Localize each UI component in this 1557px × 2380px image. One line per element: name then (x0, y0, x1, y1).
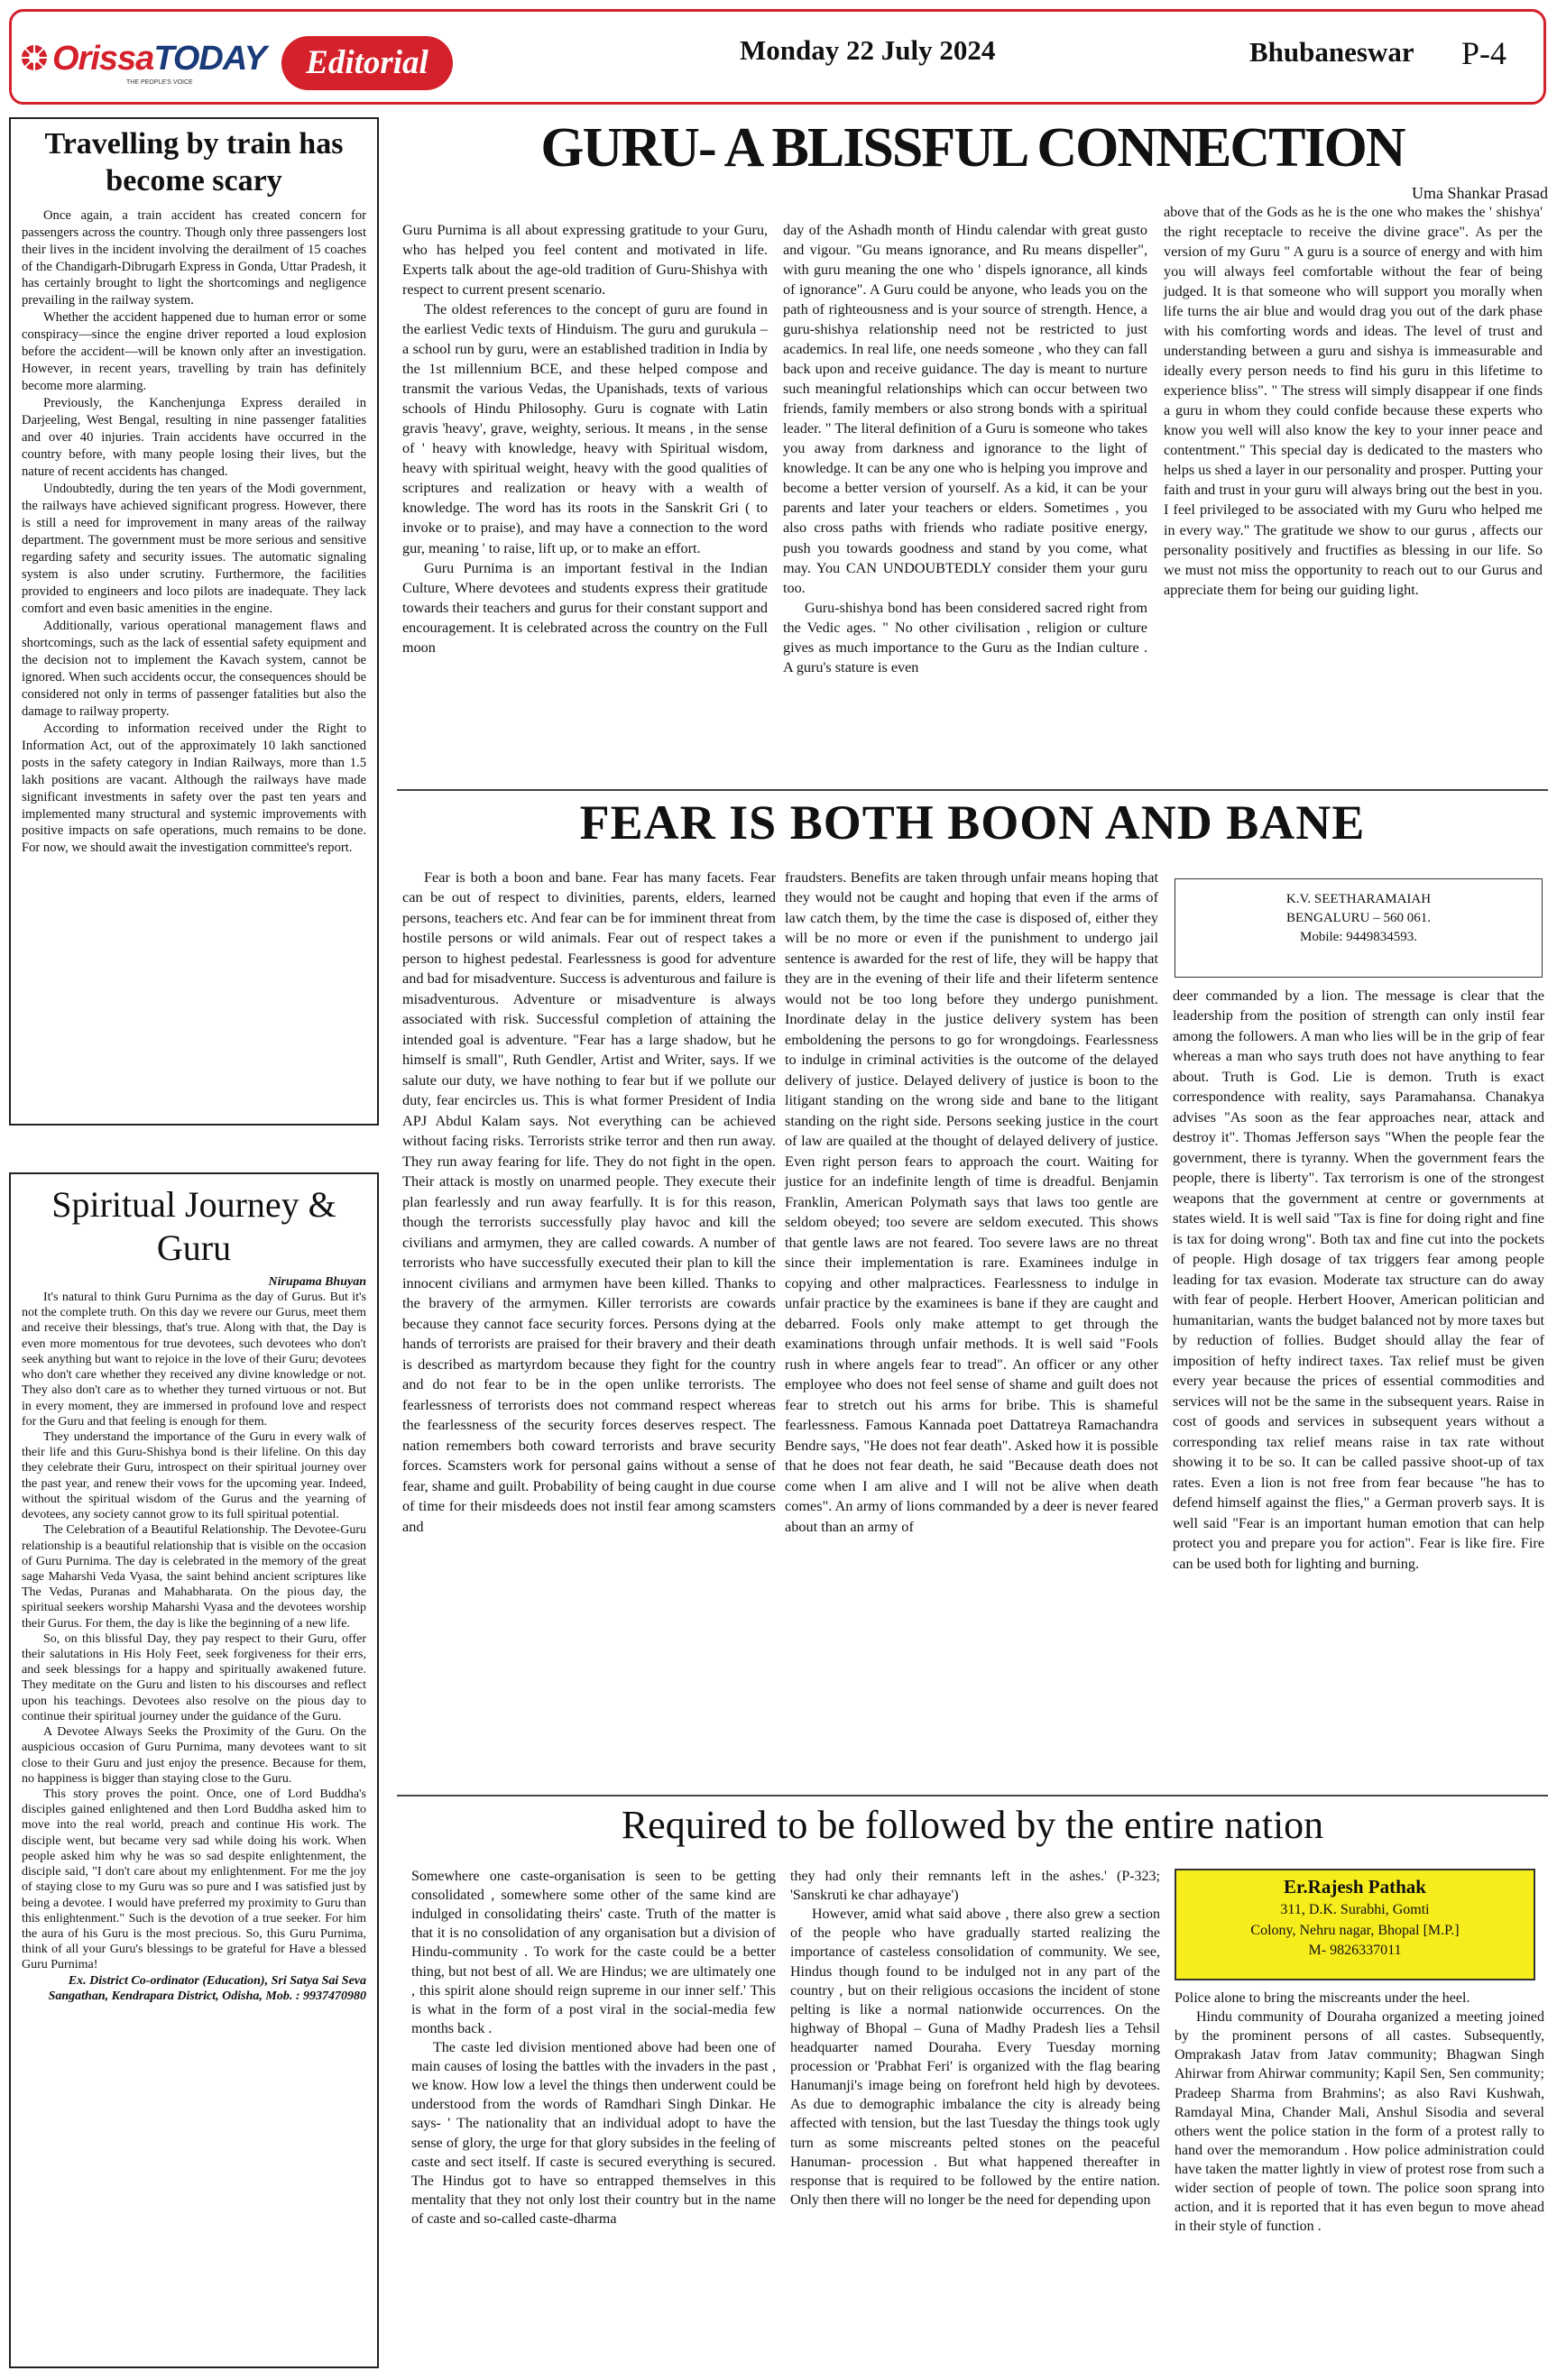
paragraph: So, on this blissful Day, they pay respect to their Guru, offer their salutations in His Holy Feet, seek forgiveness for their errs, and seek blessings for a happy and spiritually awakened future. They meditate on the Guru and listen to his discourses and reflect upon his teachings. Devotees also resolve on the pious day to continue their spiritual journey under the guidance of the Guru. (22, 1631, 366, 1723)
article-fear-col3 (1173, 986, 1544, 1574)
paragraph: The Celebration of a Beautiful Relationship. The Devotee-Guru relationship is a beautiful relationship that is visible on the occasion of Guru Purnima. The day is celebrated in the memory of the great sage Maharshi Veda Vyasa, the saint behind ancient scriptures like The Vedas, Puranas and Mahabharata. On the pious day, the spiritual seekers worship Maharshi Vyasa and the devotees worship their Gurus. For them, the day is like the beginning of a new life. (22, 1523, 366, 1631)
article-train (9, 117, 379, 1126)
paragraph: fraudsters. Benefits are taken through unfair means hoping that they would not be caught and hoping that even if the arms of law catch them, by the time the case is disposed of, either they will be no more or even if the punishment to undergo jail sentence is awarded for the rest of life, they will be happy that they are in the evening of their life and their lifeterm sentence would not be too long before they undergo punishment. Inordinate delay in the justice delivery system has been emboldening the persons to go for wrongdoings. Fearlessness to indulge in criminal activities is the outcome of the delayed delivery of justice. Delayed delivery of justice is boon to the litigant standing on the wrong side and bane to the litigant standing on the right side. Persons seeking justice in the court of law are quailed at the thought of delayed delivery of justice. Even right person fears to approach the court. Waiting for justice for an indefinite length of time is dreadful. Benjamin Franklin, American Polymath says that laws too gentle are seldom obeyed; too severe are seldom executed. This shows that gentle laws are not feared. Too severe laws are no threat since their implementation is rare. Examinees indulge in copying and other malpractices. Fearlessness to indulge in unfair practice by the examinees is bane if they are caught and debarred. Fools only make attempt to get through the examinations through unfair methods. It is well said "Fools rush in where angels fear to tread". An officer or any other employee who does not feel sense of shame and guilt does not fear to stretch out his arms for bribe. This is shameful fearlessness. Famous Kannada poet Dattatreya Ramachandra Bendre says, "He does not fear death". Asked how it is possible that he does not fear death, he said "Because death does not come when I am alive and I will not be alive when death comes". An army of lions commanded by a deer is never feared about than an army of (785, 868, 1158, 1535)
paragraph: day of the Ashadh month of Hindu calendar with great gusto and vigour. "Gu means ignorance, and Ru means dispeller", with guru meaning the one who ' dispels ignorance, all kinds of ignorance". A Guru could be anyone, who leads you on the path of righteousness and is your source of strength. Hence, a guru-shishya relationship need not be restricted to just academics. In real life, one needs someone , who they can fall back upon and receive guidance. The day is meant to nurture such meaningful relationships which can occur between two friends, family members or also strong bonds with a spiritual leader. " The literal definition of a Guru is someone who takes you away from darkness and ignorance to the light of knowledge. It can be any one who is helping you improve and become a better version of yourself. As a kid, it can be your parents and later your teachers or elders. Sometimes , you also cross paths with friends who radiate positive energy, push you towards goodness and stand by you come, what may. You CAN UNDOUBTEDLY consider them your guru too. (783, 222, 1147, 596)
paragraph: they had only their remnants left in the ashes.' (P-323; 'Sanskruti ke char adhayaye') (790, 1869, 1160, 1904)
section-badge: Editorial (281, 36, 453, 90)
author-mobile: Mobile: 9449834593. (1300, 930, 1417, 944)
paragraph: The caste led division mentioned above had been one of main causes of losing the battles with the invaders in the past , we know. How low a level the things then underwent could be understood from the words of Ramdhari Singh Dinkar. He says- ' The nationality that an individual adopt to have the sense of glory, the urge for that glory subsides in the feeling of caste and sect itself. If caste is secured everything is secured. The Hindus got to have so entrapped themselves in this mentality that they not only lost their country but in the name of caste and so-called caste-dharma (411, 2039, 776, 2227)
article-spiritual (9, 1172, 379, 2368)
article-fear-col2 (785, 868, 1158, 1537)
article-fear-title: FEAR IS BOTH BOON AND BANE (579, 795, 1366, 850)
article-train-title: Travelling by train has become scary (44, 127, 344, 198)
author-name: Er.Rajesh Pathak (1284, 1876, 1426, 1898)
logo-tagline: THE PEOPLE'S VOICE (126, 79, 193, 86)
article-spiritual-body (22, 1290, 366, 1973)
paragraph: deer commanded by a lion. The message is clear that the leadership from the position of strength can only instil fear among the followers. A man who lies will be in the grip of fear whereas a man who says truth does not have anything to fear about. Truth is God. Lie is demon. Truth is exact correspondence with reality, says Paramahansa. Chanakya advises "As soon as the fear approaches near, attack and destroy it". Thomas Jefferson says "When the people fear the government, there is tyranny. When the government fears the people, there is liberty". Tax terrorism is one of the strongest weapons that the government at centre or governments at states wield. It is well said "Tax is fine for doing right and fine is tax for doing wrong". Both tax and fine cut into the pockets of people. High dosage of tax triggers fear among people leading for tax evasion. Moderate tax structure can do away with fear of people. Herbert Hoover, American politician and humanitarian, wants the budget balanced not by more taxes but by reduction of follies. Budget should allay the fear of imposition of hefty indirect taxes. Tax relief must be given every year because the prices of essential commodities and services will not be the same in the subsequent years. Raise in cost of goods and services in subsequent years without a corresponding tax relief means raise in tax rate without showing it to be so. It can be called passive shoot-up of tax rates. Even a lion is not free from fear because "he has to defend himself against the flies," a German proverb says. It is well said "Fear is an important human emotion that can help protect you and prepare you for action". Fear is like fire. Fire can be used both for lighting and burning. (1173, 987, 1544, 1572)
logo-main: Orissa (52, 40, 154, 78)
article-guru-col3 (1164, 202, 1543, 600)
newspaper-logo[interactable] (18, 34, 266, 88)
article-guru-col1 (402, 220, 768, 657)
article-fear-col1 (402, 868, 776, 1537)
article-spiritual-title: Spiritual Journey & Guru (51, 1184, 336, 1268)
wheel-logo-icon (18, 41, 51, 74)
author-address: BENGALURU – 560 061. (1286, 911, 1431, 925)
divider (397, 789, 1548, 791)
paragraph: Fear is both a boon and bane. Fear has many facets. Fear can be out of respect to divinities, parents, elders, learned persons, teachers etc. And fear can be for imminent threat from hostile persons or wild animals. Fear out of respect takes a person to highest pedestal. Fearlessness is good for adventure and bad for misadventure. Success is adventurous and failure is misadventurous. Adventure or misadventure is always associated with risk. Successful completion of attaining the intended goal is adventure. "Fear has a large shadow, but he himself is small", Ruth Gendler, Artist and Writer, says. If we salute our duty, we have nothing to fear but if we pollute our duty, fear encircles us. This is what former President of India APJ Abdul Kalam says. Not everything can be achieved without facing risks. Terrorists strike terror and then run away. They run away fearing for life. They do not fight in the open. Their attack is mostly on unarmed people. They execute their plan fearlessly and run away fearfully. It is for this reason, though the terrorists successfully play havoc and kill the civilians and armymen, they are called cowards. A number of terrorists who have successfully executed their plan to kill the innocent civilians and armymen have been killed. Thanks to the bravery of the armymen. Killer terrorists are cowards because they cannot face security forces. Persons dying at the hands of terrorists are praised for their bravery and their death is described as martyrdom because they fight for the country and do not fear to be in the open unlike terrorists. The fearlessness of terrorists does not command respect whereas the fearlessness of the security forces deserves respect. The nation remembers both coward terrorists and brave security forces. Scamsters work for personal gains without a sense of fear, shame and guilt. Probability of being caught in due course of time for their misdeeds does not instil fear among scamsters and (402, 868, 776, 1535)
author-address-line: 311, D.K. Surabhi, Gomti (1280, 1902, 1430, 1918)
paragraph: Undoubtedly, during the ten years of the Modi government, the railways have achieved significant progress. However, there is still a need for improvement in many areas of the railway department. The government must be more serious and sensitive regarding safety and security issues. The automatic signaling system is also under scrutiny. Furthermore, the facilities provided to engineers and loco pilots are inadequate. They lack comfort and even basic amenities in the engine. (22, 482, 366, 616)
author-box-fear (1175, 878, 1543, 978)
paragraph: Police alone to bring the miscreants under the heel. (1175, 1990, 1470, 2006)
paragraph: According to information received under the Right to Information Act, out of the approximately 10 lakh sanctioned posts in the safety category in Indian Railways, more than 1.5 lakh positions are vacant. Although the railways have made significant investments in safety over the past ten years and implemented many structural and systemic improvements with positive impacts on safe operations, much remains to be done. For now, we should await the investigation committee's report. (22, 721, 366, 856)
author-address-line: Colony, Nehru nagar, Bhopal [M.P.] (1250, 1922, 1460, 1938)
author-mobile: M- 9826337011 (1308, 1943, 1402, 1959)
paragraph: The oldest references to the concept of guru are found in the earliest Vedic texts of Hinduism. The guru and gurukula – a school run by guru, were an established tradition in India by the 1st millennium BCE, and these helped compose and transmit the various Vedas, the Upanishads, texts of various schools of Hindu Philosophy. Guru is cognate with Latin gravis 'heavy', grave, weighty, serious. It means , in the sense of ' heavy with knowledge, heavy with Spiritual wisdom, heavy with spiritual weight, heavy with the good qualities of scriptures and realization or heavy with a wealth of knowledge. The word has its roots in the Sanskrit Gri ( to invoke or to praise), and may have a connection to the word gur, meaning ' to raise, lift up, or to make an effort. (402, 301, 768, 556)
issue-date: Monday 22 July 2024 (740, 34, 996, 66)
divider (397, 1795, 1548, 1796)
paragraph: Hindu community of Douraha organized a meeting joined by the prominent persons of all castes. Subsequently, Omprakash Jatav from Jatav community; Bhagwan Singh Ahirwar from Ahirwar community; Kapil Sen, Sen community; Pradeep Sharma from Brahmins'; as also Ravi Kushwah, Ramdayal Mina, Chander Mali, Anshul Sisodia and several others went the police station in the form of a protest rally to hand over the memorandum . How police administration could have taken the matter lightly in view of protest rose from such a wider section of people of town. The police soon sprang into action, and it is reported that it has even begun to move ahead in their style of function . (1175, 2009, 1544, 2235)
paragraph: A Devotee Always Seeks the Proximity of the Guru. On the auspicious occasion of Guru Purnima, many devotees want to sit close to their Guru and just enjoy the presence. Because for them, no happiness is bigger than staying close to the Guru. (22, 1725, 366, 1786)
article-nation-col3 (1175, 1989, 1544, 2236)
article-spiritual-author: Nirupama Bhuyan (268, 1275, 366, 1289)
paragraph: Guru Purnima is an important festival in the Indian Culture, Where devotees and students express their gratitude towards their teachers and gurus for their constant support and encouragement. It is celebrated across the country on the Full moon (402, 559, 768, 656)
article-guru-author: Uma Shankar Prasad (1412, 184, 1548, 203)
author-box-nation (1175, 1869, 1535, 1980)
article-guru (397, 117, 1548, 780)
paragraph: above that of the Gods as he is the one who makes the ' shishya' the right receptacle to receive the divine grace". As per the version of my Guru " A guru is a source of energy and with him you will always feel comfortable without the fear of being judged. It is that someone who will support you morally when life turns the air blue and would drag you out of the dark phase with his comforting words and ideas. The level of trust and understanding between a guru and sishya is immeasurable and ideally every person needs to find his guru in this lifetime to experience bliss". " The stress will simply disappear if one finds a guru in whom they could confide because these experts who know you well will also know the key to your inner peace and contentment." This special day is dedicated to the masters who helps us shed a layer in our personality and prosper. Putting your faith and trust in your guru will always bring out the best in you. I feel privileged to be associated with my Guru who helped me in every way." The gratitude we show to our gurus , affects our personality positively and fructifies as blessing in our life. So we must not miss the opportunity to reach out to our Gurus and appreciate them for being our guiding light. (1164, 204, 1543, 598)
logo-accent: TODAY (153, 40, 266, 78)
edition-city: Bhubaneswar (1249, 36, 1414, 68)
article-guru-col2 (783, 220, 1147, 677)
paragraph: Guru Purnima is all about expressing gratitude to your Guru, who has helped you feel content and motivated in life. Experts talk about the age-old tradition of Guru-Shishya with respect to current present scenario. (402, 222, 768, 299)
paragraph: Additionally, various operational management flaws and shortcomings, such as the lack of essential safety equipment and the decision not to implement the Kavach system, cannot be ignored. When such accidents occur, the consequences should be considered not only in terms of passenger fatalities but also the damage to railway property. (22, 618, 366, 719)
paragraph: Whether the accident happened due to human error or some conspiracy—since the engine driver reported a loud explosion before the accident—will be known only after an investigation. However, in recent years, travelling by train has definitely become more alarming. (22, 310, 366, 394)
paragraph: Guru-shishya bond has been considered sacred right from the Vedic ages. " No other civilisation , religion or culture gives as much importance to the Guru as the Indian culture . A guru's stature is even (783, 599, 1147, 675)
paragraph: Previously, the Kanchenjunga Express derailed in Darjeeling, West Bengal, resulting in nine passenger fatalities and over 40 injuries. Train accidents have occurred in the country before, with many people losing their lives, but the nature of recent accidents has changed. (22, 396, 366, 480)
paragraph: Somewhere one caste-organisation is seen to be getting consolidated , somewhere some other of the same kind are indulged in consolidating theirs' caste. Truth of the matter is that it is no consolidation of any organisation but a division of Hindu-community . To work for the caste could be a better thing, but not best of all. We are Hindus; we are ultimately one , this spirit alone should reign supreme in our inner self.' This is what in the form of a post viral in the social-media few months back . (411, 1869, 776, 2036)
paragraph: They understand the importance of the Guru in every walk of their life and this Guru-Shishya bond is their lifeline. On this day they celebrate their Guru, introspect on their spiritual journey over the past year, and renew their vows for the upcoming year. Indeed, without the spiritual wisdom of the Gurus and the yearning of devotees, any society cannot grow to its full spiritual potential. (22, 1429, 366, 1522)
paragraph: It's natural to think Guru Purnima as the day of Gurus. But it's not the complete truth. On this day we revere our Gurus, meet them and receive their blessings, that's true. Along with that, the Day is even more momentous for true devotees, such devotees who don't seek anything but want to rejoice in the love of their Guru; devotees who don't care whether they received any divine knowledge or not. They also don't care as to whether they turned virtuous or not. But in every moment, they are immersed in profound love and respect for the Guru and that feeling is enough for them. (22, 1291, 366, 1429)
article-train-body (22, 207, 366, 858)
article-nation (397, 1799, 1548, 2376)
paragraph: This story proves the point. Once, one of Lord Buddha's disciples gained enlightened and then Lord Buddha asked him to move into the real world, preach and continue His work. The disciple went, but became very sad while doing his work. When people asked him why he was so sad despite enlightenment, the disciple said, "I don't care about my enlightenment. For me the joy of staying close to my Guru was so pure and I was satisfied just by being a devotee. I would have preferred my proximity to Guru than this enlightenment." Such is the devotion of a true seeker. For him the aura of his Guru is the most precious. So, this Guru Purnima, think of all your Guru's blessings to be grateful for Have a blessed Guru Purnima! (22, 1787, 366, 1972)
article-fear (397, 794, 1548, 1795)
article-guru-title: GURU- A BLISSFUL CONNECTION (540, 117, 1405, 179)
article-nation-col2 (790, 1867, 1160, 2210)
article-spiritual-byline: Ex. District Co-ordinator (Education), Sri Satya Sai Seva Sangathan, Kendrapara District, Odisha, Mob. : 9937470980 (48, 1973, 366, 2004)
article-nation-title: Required to be followed by the entire nation (621, 1803, 1324, 1847)
paragraph: However, amid what said above , there also grew a section of the people who have gradually started realizing the importance of casteless consolidation of community. We see, Hindus though found to be indulged not in any part of the country , but on their religious occasions the incident of stone pelting is like a normal nationwide occurrences. On the highway of Bhopal – Guna of Madhy Pradesh lies a Tehsil headquarter named Douraha. Every Tuesday morning procession or 'Prabhat Feri' is organized with the flag bearing Hanumanji's image being on forefront held high by devotees. As due to demographic imbalance the city is already being affected with tension, but the last Tuesday the things took ugly turn as some miscreants pelted stones on the peaceful Hanuman- procession . But what happened thereafter in response that is required to be followed by the entire nation. Only then there will no longer be the need for depending upon (790, 1907, 1160, 2208)
article-nation-col1 (411, 1867, 776, 2228)
page-number: P-4 (1461, 35, 1507, 71)
author-name: K.V. SEETHARAMAIAH (1285, 892, 1432, 906)
paragraph: Once again, a train accident has created concern for passengers across the country. Though only three passengers lost their lives in the incident involving the derailment of 15 coaches of the Chandigarh-Dibrugarh Express in Gonda, Uttar Pradesh, it has certainly brought to light the shortcomings and negligence prevailing in the railway system. (22, 207, 366, 308)
